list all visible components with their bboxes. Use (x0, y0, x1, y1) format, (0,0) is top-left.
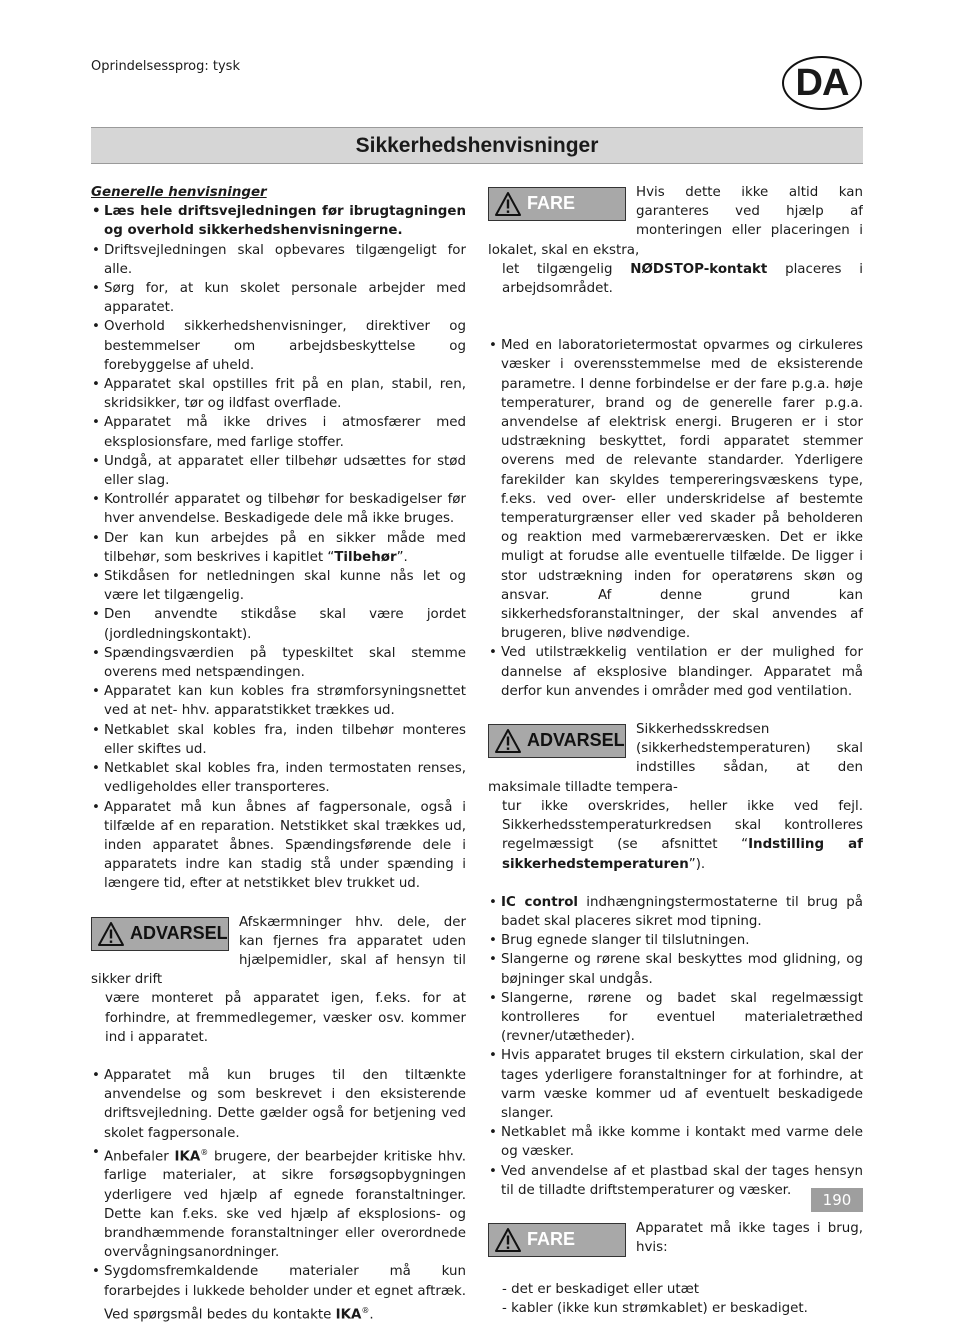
warning-block (91, 913, 466, 1047)
list-item: • Slangerne og rørene skal beskyttes mod glidning, og bøjninger skal undgås. (488, 950, 863, 988)
left-column (91, 183, 466, 1325)
original-language-note: Oprindelsessprog: tysk (91, 59, 240, 74)
list-item: • Undgå, at apparatet eller tilbehør udsættes for stød eller slag. (91, 452, 466, 490)
danger-label-box (488, 187, 626, 221)
general-notes-list (91, 202, 466, 893)
list-item: • Der kan kun arbejdes på en sikker måde med tilbehør, som beskrives i kapitlet “Tilbehør”. (91, 529, 466, 567)
danger-label: FARE (527, 1229, 576, 1250)
warning-label-box (91, 917, 229, 951)
warning-label-box (488, 724, 626, 758)
list-item: • Læs hele driftsvejledningen før ibrugtagningen og overhold sikkerhedshenvisningerne. (91, 202, 466, 240)
list-item: • Med en laboratorietermostat opvarmes og cirkuleres væsker i overensstemmelse med de eksisterende parametre. I denne forbindelse er der fare p.g.a. høje temperaturer, brand og de generelle farer p.g.a. anvendelse af elektrisk energi. Brugeren er i stor udstrækning beskyttet, fordi apparatet stemmer overens med de relevante standarder. Yderligere farekilder kan skyldes tempereringsvæskens type, f.eks. ved over- eller underskridelse af bestemte temperaturgrænser eller ved skader på beholderen og reaktion med varmebærervæsken. Det er ikke muligt at forudse alle eventuelle tilfælde. De ligger i stor udstrækning inden for operatørens skøn og ansvar. Af denne grund kan sikkerhedsforanstaltninger, der skal anvendes af brugeren, blive nødvendige. (488, 336, 863, 643)
section-title: Sikkerhedshenvisninger (91, 127, 863, 164)
warning-label: ADVARSEL (130, 922, 228, 943)
warning-text-continued: være monteret på apparatet igen, f.eks. for at forhindre, at fremmedlegemer, væsker osv. kommer ind i apparatet. (105, 991, 466, 1045)
list-item: • Stikdåsen for netledningen skal kunne nås let og være let tilgængelig. (91, 567, 466, 605)
list-item: • Driftsvejledningen skal opbevares tilgængeligt for alle. (91, 241, 466, 279)
usage-notes-list (91, 1066, 466, 1325)
damage-conditions-list (488, 1280, 863, 1318)
list-item: • Ved utilstrækkelig ventilation er der mulighed for dannelse af eksplosive blandinger. Apparatet må derfor kun anvendes i områder med god ventilation. (488, 643, 863, 701)
warning-text-continued: tur ikke overskrides, heller ikke ved fejl. Sikkerhedsstemperaturkredsen skal kontrolleres regelmæssigt (se afsnittet “Indstilling af sikkerhedstemperaturen”). (502, 798, 863, 872)
warning-triangle-icon (494, 1227, 522, 1253)
list-item: - det er beskadiget eller utæt (502, 1281, 700, 1297)
list-item: • Kontrollér apparatet og tilbehør for beskadigelser før hver anvendelse. Beskadigede dele må ikke bruges. (91, 490, 466, 528)
list-item: • Overhold sikkerhedshenvisninger, direktiver og bestemmelser om arbejdsbeskyttelse og forebyggelse af uheld. (91, 317, 466, 375)
danger-text: Hvis dette ikke altid kan garanteres ved hjælp af monteringen eller placeringen i lokalet, skal en ekstra, (488, 185, 863, 258)
danger-block (488, 1219, 863, 1261)
list-item: • Sørg for, at kun skolet personale arbejder med apparatet. (91, 279, 466, 317)
danger-text: Apparatet må ikke tages i brug, hvis: (636, 1220, 863, 1256)
list-item: • Ved anvendelse af et plastbad skal der tages hensyn til de tilladte driftstemperaturer og væsker. (488, 1162, 863, 1200)
danger-text-continued: let tilgængelig NØDSTOP-kontakt placeres i arbejdsområdet. (502, 261, 863, 297)
list-item: • Netkablet skal kobles fra, inden tilbehør monteres eller skiftes ud. (91, 721, 466, 759)
list-item: • Netkablet skal kobles fra, inden termostaten renses, vedligeholdes eller transporteres. (91, 759, 466, 797)
list-item: • Slangerne, rørene og badet skal regelmæssigt kontrolleres for eventuel materialetræthed (revner/utætheder). (488, 989, 863, 1047)
warning-text: Afskærmninger hhv. dele, der kan fjernes fra apparatet uden hjælpemidler, skal af hensyn til sikker drift (91, 914, 466, 988)
list-item: • Apparatet må kun åbnes af fagpersonale, også i tilfælde af en reparation. Netstikket skal trækkes ud, inden apparatet åbnes. Spændingsførende dele i apparatets indre kan stadig stå under spænding i længere tid, efter at netstikket blev trukket ud. (91, 798, 466, 894)
list-item: • Spændingsværdien på typeskiltet skal stemme overens med netspændingen. (91, 644, 466, 682)
list-item: • Apparatet kan kun kobles fra strømforsyningsnettet ved at net- hhv. apparatstikket trækkes ud. (91, 682, 466, 720)
list-item: • Anbefaler IKA® brugere, der bearbejder kritiske hhv. farlige materialer, at sikre forsøgsopbygningen yderligere ved hjælp af egnede foranstaltninger. Dette kan f.eks. ske ved hjælp af eksplosions- og brandhæmmende foranstaltninger eller overordnede overvågningsanordninger. (91, 1143, 466, 1263)
list-item: • Brug egnede slanger til tilslutningen. (488, 931, 863, 950)
list-item: • Apparatet må kun bruges til den tiltænkte anvendelse og som beskrevet i den eksisterende driftsvejledning. Dette gælder også for betjening ved skolet fagpersonale. (91, 1066, 466, 1143)
list-item: • IC control indhængningstermostaterne til brug på badet skal placeres sikret mod tipning. (488, 893, 863, 931)
warning-text: Sikkerhedsskredsen (sikkerhedstemperaturen) skal indstilles sådan, at den maksimale tilladte tempera- (488, 722, 863, 795)
danger-block (488, 183, 863, 298)
danger-label: FARE (527, 193, 576, 214)
list-item: • Hvis apparatet bruges til ekstern cirkulation, skal der tages yderligere foranstaltninger for at forhindre, at varm væske kommer ud af eventuelt beskadigede slanger. (488, 1046, 863, 1123)
thermostat-notes-list (488, 336, 863, 701)
list-item: • Den anvendte stikdåse skal være jordet (jordledningskontakt). (91, 605, 466, 643)
warning-triangle-icon (97, 921, 125, 947)
subsection-heading: Generelle henvisninger (91, 185, 267, 200)
hose-notes-list (488, 893, 863, 1200)
right-column (488, 183, 863, 1318)
danger-label-box (488, 1223, 626, 1257)
list-item: • Apparatet må ikke drives i atmosfærer med eksplosionsfare, med farlige stoffer. (91, 413, 466, 451)
warning-block (488, 720, 863, 874)
warning-triangle-icon (494, 728, 522, 754)
language-badge: DA (782, 56, 862, 110)
list-item: - kabler (ikke kun strømkablet) er beskadiget. (502, 1301, 808, 1317)
list-item: • Apparatet skal opstilles frit på en plan, stabil, ren, skridsikker, tør og ildfast overflade. (91, 375, 466, 413)
page-number: 190 (811, 1188, 863, 1212)
list-item: • Netkablet må ikke komme i kontakt med varme dele og væsker. (488, 1123, 863, 1161)
list-item: • Sygdomsfremkaldende materialer må kun forarbejdes i lukkede beholder under et egnet aftræk. Ved spørgsmål bedes du kontakte IKA®. (91, 1262, 466, 1324)
warning-label: ADVARSEL (527, 730, 625, 751)
warning-triangle-icon (494, 191, 522, 217)
